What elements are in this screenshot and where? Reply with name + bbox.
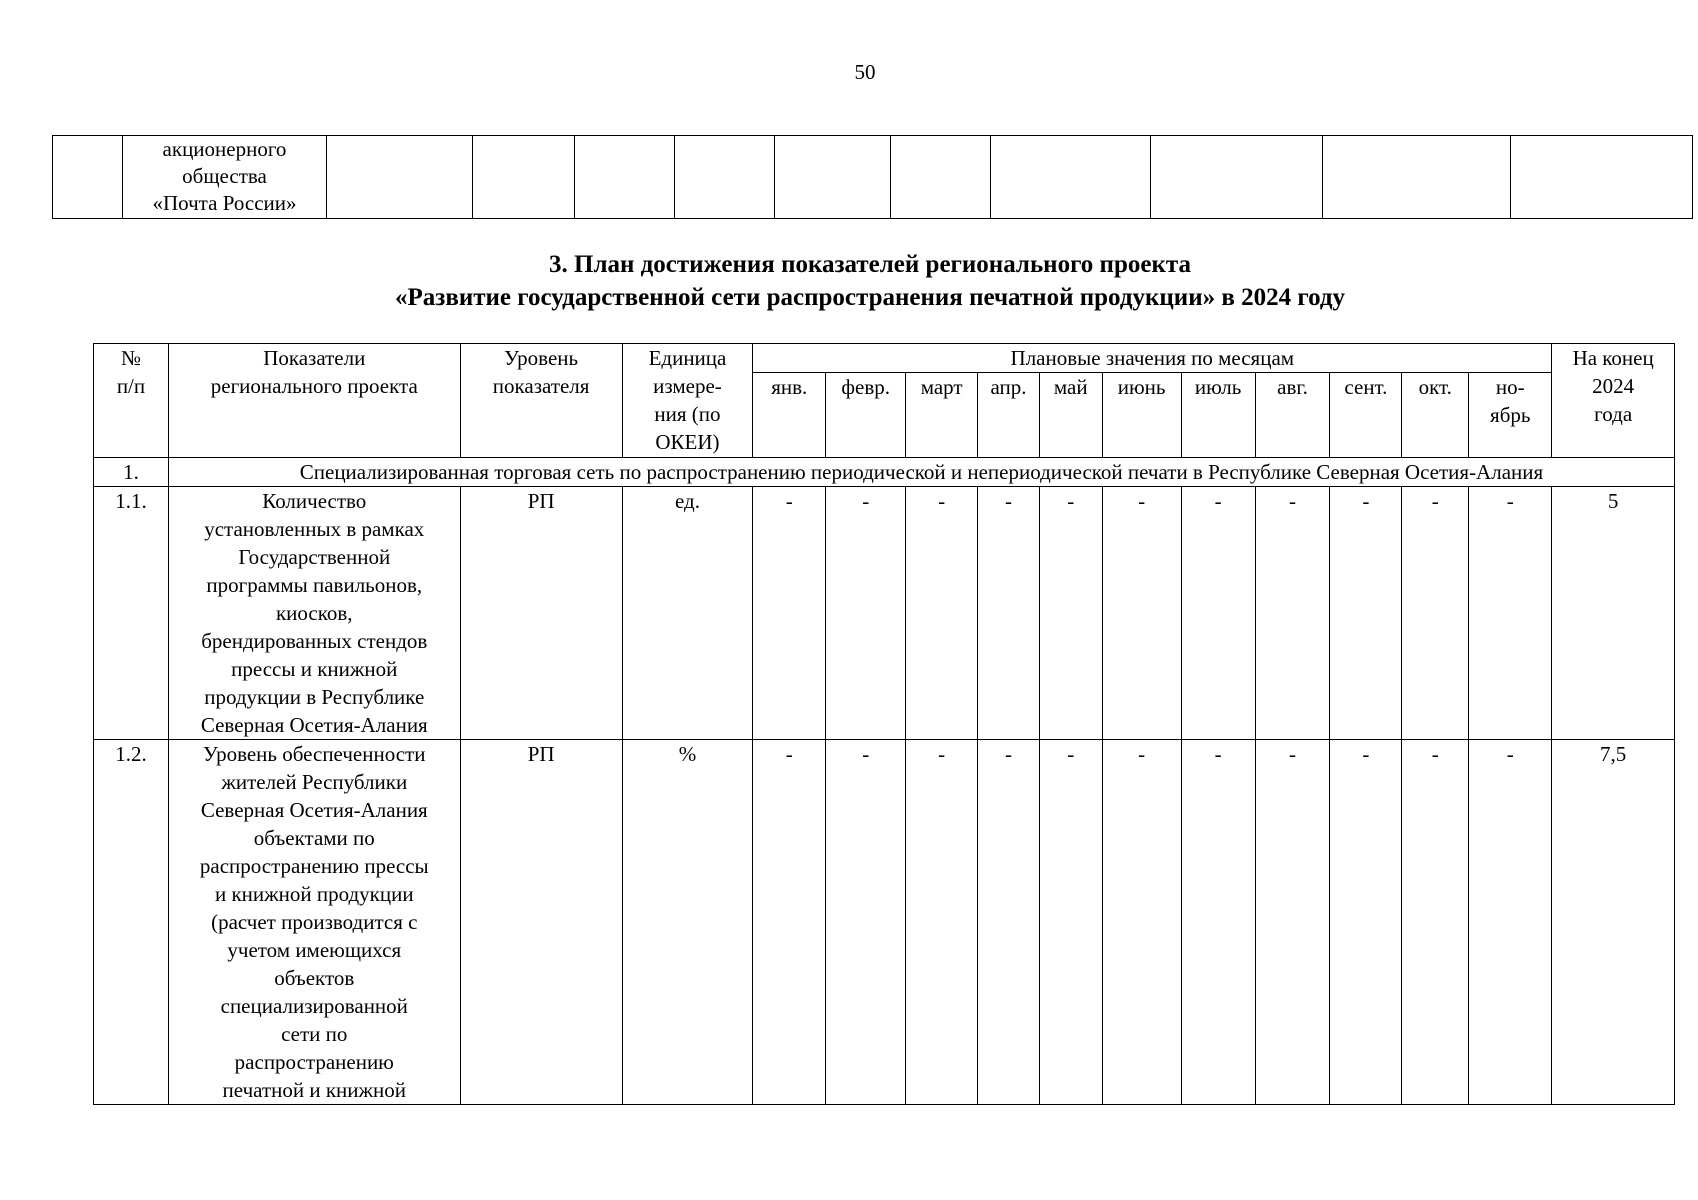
row-name-line: жителей Республики	[221, 770, 408, 794]
section-title-line: «Развитие государственной сети распространения печатной продукции» в 2024 году	[395, 284, 1345, 311]
header-level	[460, 344, 622, 458]
header-indicators	[168, 344, 460, 458]
row-name-line: печатной и книжной	[222, 1078, 406, 1102]
row-month-value: -	[1255, 487, 1330, 740]
row-unit: ед.	[622, 487, 753, 740]
row-month-value: -	[753, 487, 826, 740]
row-month-value: -	[1039, 487, 1102, 740]
row-month-value: -	[1102, 740, 1181, 1105]
row-level: РП	[460, 740, 622, 1105]
row-month-value: -	[906, 487, 978, 740]
header-month: июль	[1181, 373, 1255, 458]
row-name-line: киосков,	[275, 601, 353, 625]
org-name-line: общества	[182, 164, 267, 188]
row-name-line: Уровень обеспеченности	[203, 742, 426, 766]
header-line: Единица	[648, 346, 727, 370]
row-name-line: прессы и книжной	[231, 657, 398, 681]
header-line: Уровень	[504, 346, 579, 370]
row-name-line: и книжной продукции	[214, 882, 414, 906]
header-line: №	[120, 346, 141, 370]
row-month-value: -	[1330, 487, 1402, 740]
header-month: июнь	[1102, 373, 1181, 458]
row-num: 1.1.	[94, 487, 169, 740]
row-name-line: распространению	[234, 1050, 394, 1074]
header-line: ОКЕИ)	[655, 430, 720, 454]
header-month: окт.	[1402, 373, 1469, 458]
row-month-value: -	[906, 740, 978, 1105]
org-name-line: акционерного	[162, 137, 287, 161]
row-month-value: -	[826, 487, 906, 740]
header-line: но-	[1495, 375, 1525, 399]
row-name	[168, 487, 460, 740]
empty-cell	[575, 136, 675, 219]
empty-cell	[1323, 136, 1511, 219]
row-end-value: 7,5	[1552, 740, 1675, 1105]
header-end-of-year	[1552, 344, 1675, 458]
continuation-table	[52, 135, 1693, 219]
header-month: сент.	[1330, 373, 1402, 458]
page-number: 50	[854, 60, 876, 84]
org-name-cell	[123, 136, 327, 219]
row-month-value: -	[826, 740, 906, 1105]
header-line: измере-	[653, 374, 722, 398]
row-name-line: установленных в рамках	[204, 517, 425, 541]
section-text: Специализированная торговая сеть по распространению периодической и непериодической печати в Республике Северная Осетия-Алания	[168, 458, 1674, 487]
empty-cell	[991, 136, 1151, 219]
row-month-value: -	[1330, 740, 1402, 1105]
row-month-value: -	[1181, 740, 1255, 1105]
row-month-value: -	[753, 740, 826, 1105]
row-month-value: -	[1469, 740, 1552, 1105]
section-num: 1.	[94, 458, 169, 487]
row-month-value: -	[1469, 487, 1552, 740]
row-name-line: Количество	[262, 489, 367, 513]
row-month-value: -	[978, 487, 1040, 740]
empty-cell	[891, 136, 991, 219]
header-line: Показатели	[263, 346, 366, 370]
row-month-value: -	[1255, 740, 1330, 1105]
empty-cell	[675, 136, 775, 219]
header-month: авг.	[1255, 373, 1330, 458]
row-name-line: (расчет производится с	[211, 910, 418, 934]
row-name	[168, 740, 460, 1105]
section-title-line: 3. План достижения показателей регионального проекта	[549, 251, 1191, 278]
header-row	[94, 344, 1675, 373]
row-name-line: Северная Осетия-Алания	[200, 798, 428, 822]
header-line: показателя	[492, 374, 590, 398]
header-month: февр.	[826, 373, 906, 458]
row-name-line: Государственной	[238, 545, 391, 569]
header-line: ния (по	[654, 402, 721, 426]
empty-cell	[53, 136, 123, 219]
row-unit: %	[622, 740, 753, 1105]
empty-cell	[1511, 136, 1693, 219]
row-month-value: -	[1039, 740, 1102, 1105]
row-name-line: сети по	[281, 1022, 348, 1046]
header-month-november	[1469, 373, 1552, 458]
header-month: март	[906, 373, 978, 458]
header-num	[94, 344, 169, 458]
row-month-value: -	[978, 740, 1040, 1105]
table-row	[94, 487, 1675, 740]
header-line: п/п	[116, 374, 146, 398]
table-row	[94, 740, 1675, 1105]
row-level: РП	[460, 487, 622, 740]
row-name-line: учетом имеющихся	[227, 938, 402, 962]
row-name-line: специализированной	[220, 994, 408, 1018]
row-end-value: 5	[1552, 487, 1675, 740]
row-name-line: Северная Осетия-Алания	[200, 713, 428, 737]
indicators-plan-table	[93, 343, 1675, 1105]
header-months-group: Плановые значения по месяцам	[753, 344, 1552, 373]
header-month: янв.	[753, 373, 826, 458]
header-line: ябрь	[1490, 403, 1531, 427]
row-month-value: -	[1102, 487, 1181, 740]
header-month: апр.	[978, 373, 1040, 458]
row-month-value: -	[1181, 487, 1255, 740]
row-name-line: объектами по	[253, 826, 375, 850]
empty-cell	[473, 136, 575, 219]
row-name-line: объектов	[274, 966, 355, 990]
row-name-line: распространению прессы	[199, 854, 429, 878]
empty-cell	[1151, 136, 1323, 219]
section-row	[94, 458, 1675, 487]
header-line: 2024	[1592, 374, 1635, 398]
header-unit	[622, 344, 753, 458]
header-line: года	[1594, 402, 1633, 426]
header-line: регионального проекта	[210, 374, 418, 398]
section-title	[0, 248, 1698, 314]
continuation-row	[53, 136, 1693, 219]
empty-cell	[327, 136, 473, 219]
row-name-line: программы павильонов,	[206, 573, 423, 597]
row-name-line: брендированных стендов	[201, 629, 428, 653]
org-name-line: «Почта России»	[152, 191, 297, 215]
row-name-line: продукции в Республике	[204, 685, 425, 709]
empty-cell	[775, 136, 891, 219]
row-month-value: -	[1402, 740, 1469, 1105]
row-month-value: -	[1402, 487, 1469, 740]
header-line: На конец	[1572, 346, 1654, 370]
row-num: 1.2.	[94, 740, 169, 1105]
header-month: май	[1039, 373, 1102, 458]
